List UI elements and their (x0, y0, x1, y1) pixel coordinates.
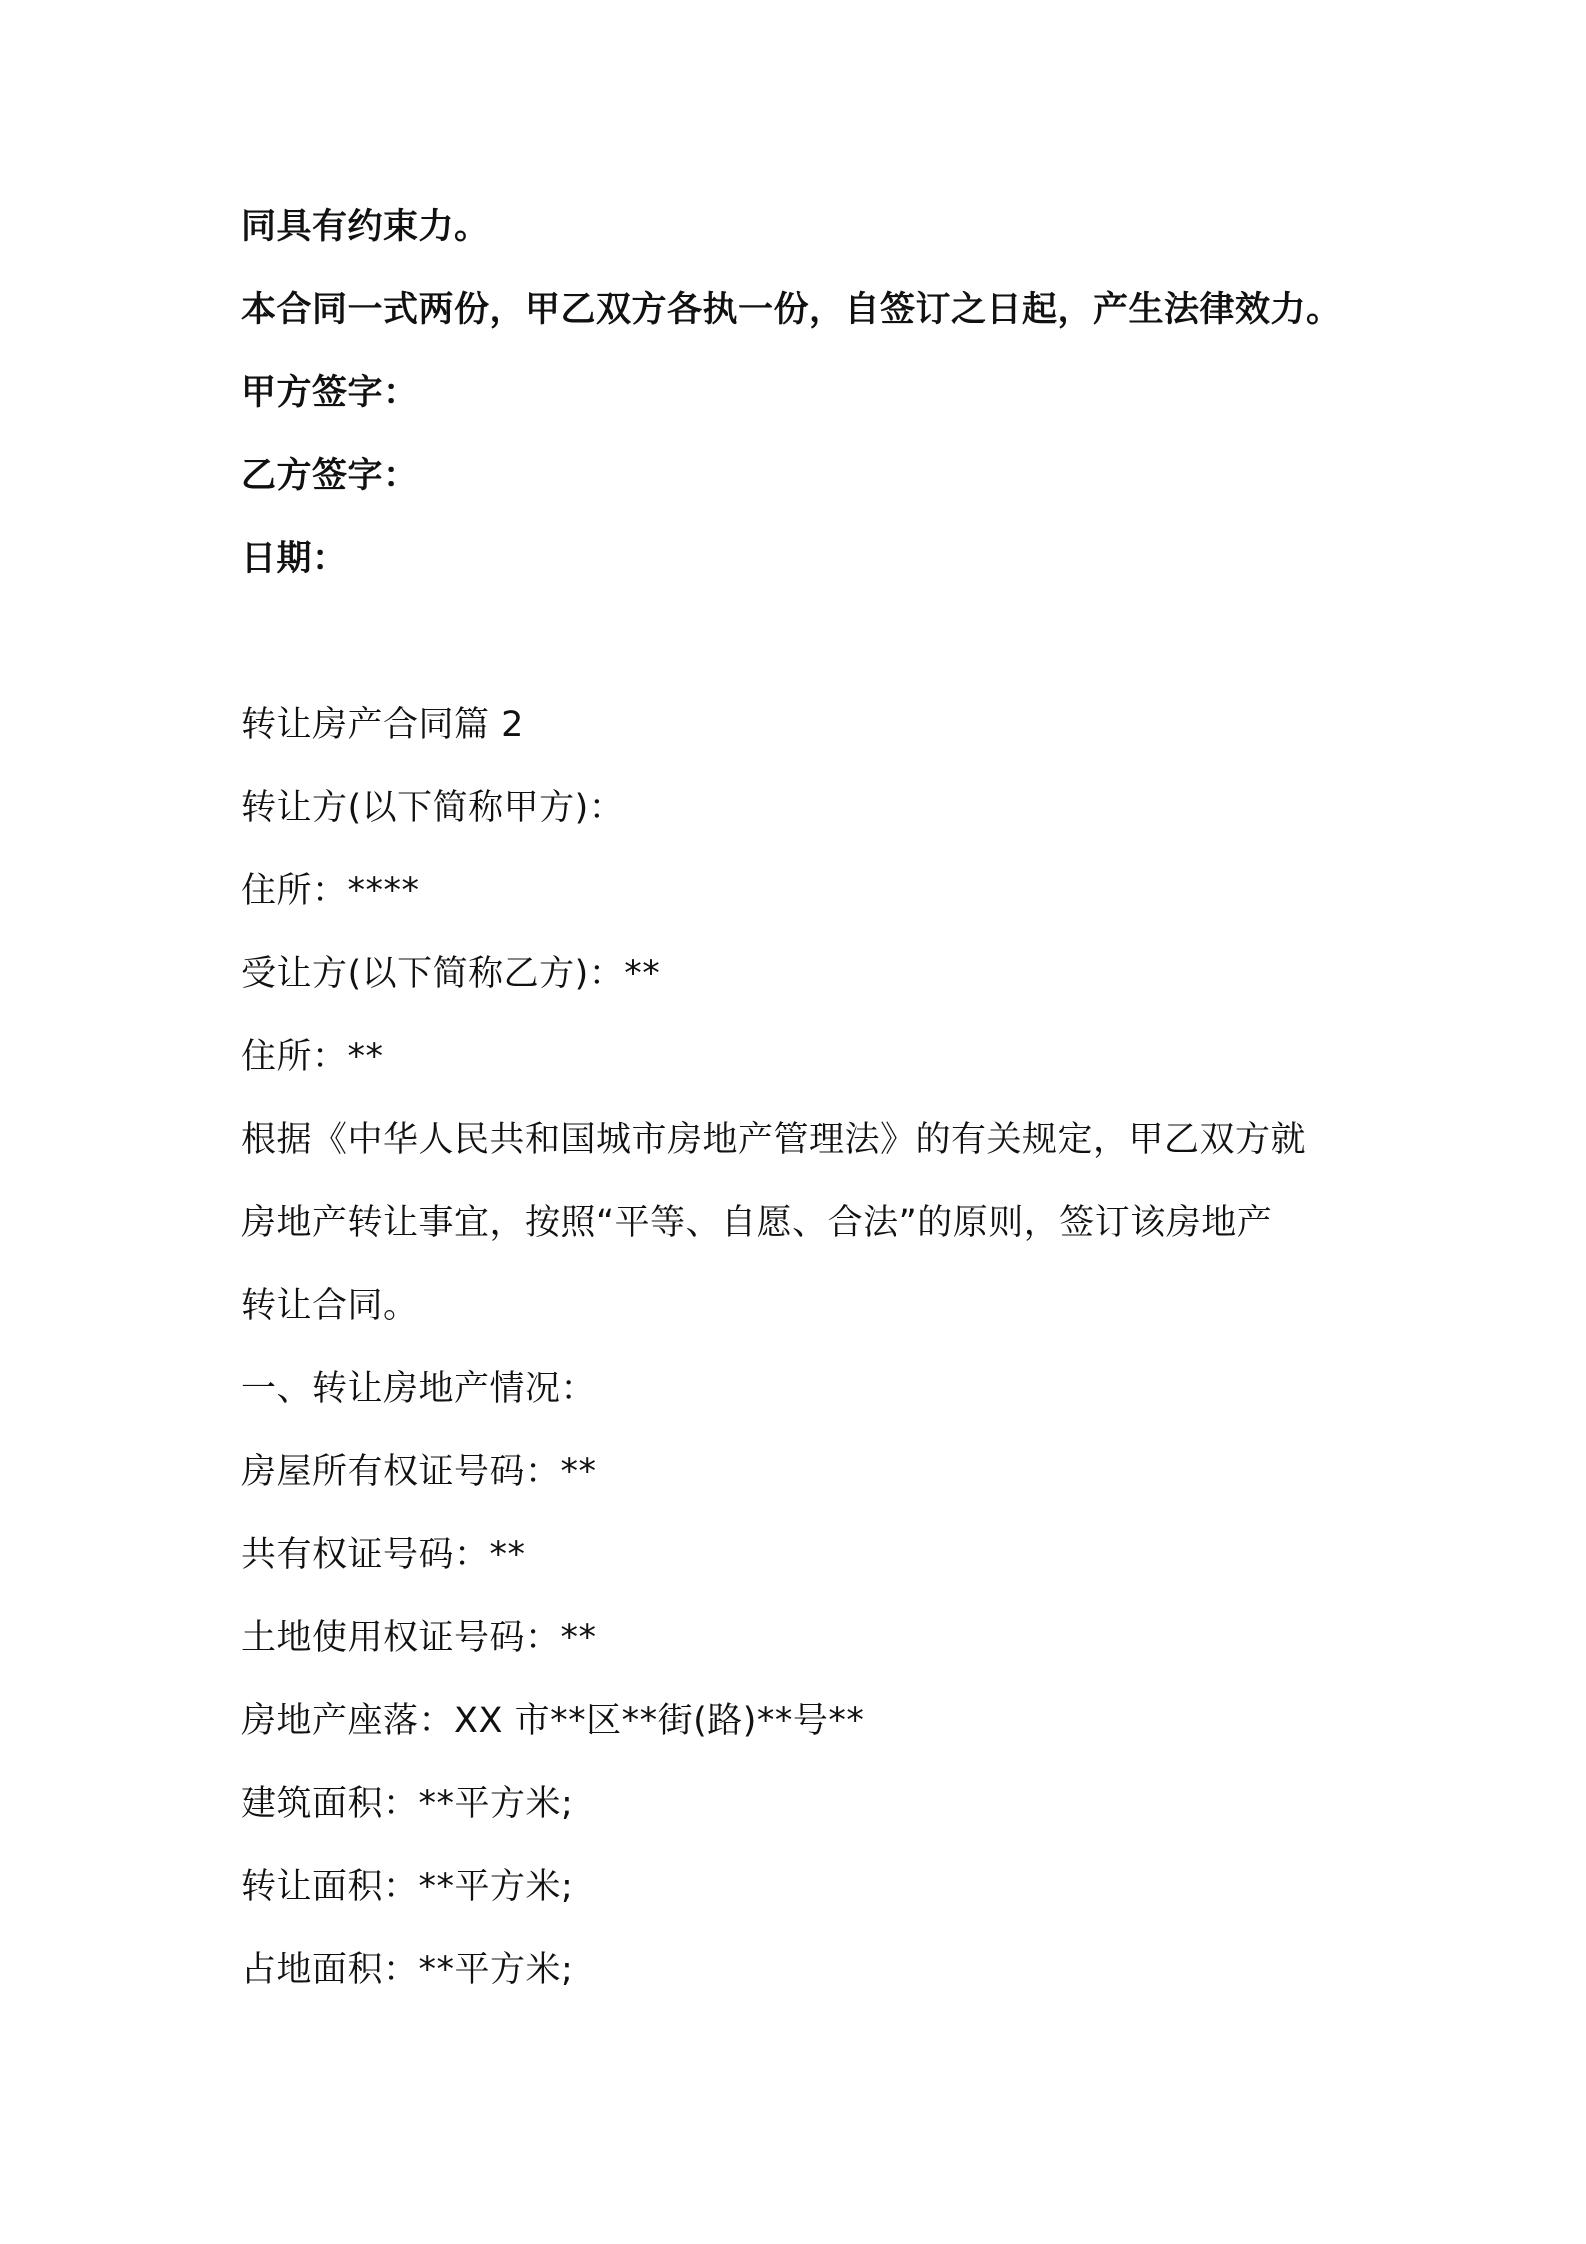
text-line-transferee: 受让方(以下简称乙方)：** (241, 954, 661, 994)
text-line-basis-3: 转让合同。 (241, 1286, 419, 1326)
text-line-basis-1: 根据《中华人民共和国城市房地产管理法》的有关规定，甲乙双方就 (241, 1120, 1307, 1160)
text-line-land-use-cert: 土地使用权证号码：** (241, 1618, 597, 1658)
text-line-transferee-address: 住所：** (241, 1037, 384, 1077)
text-line-property-location: 房地产座落：XX 市**区**街(路)**号** (241, 1701, 865, 1741)
text-line-contract-binding: 同具有约束力。 (241, 207, 490, 247)
text-line-ownership-cert: 房屋所有权证号码：** (241, 1452, 597, 1492)
text-line-transferor: 转让方(以下简称甲方)： (241, 788, 625, 828)
text-line-date: 日期： (241, 539, 348, 579)
text-line-basis-2: 房地产转让事宜，按照“平等、自愿、合法”的原则，签订该房地产 (241, 1203, 1273, 1243)
text-line-transfer-area: 转让面积：**平方米; (241, 1867, 574, 1907)
text-line-party-a-signature: 甲方签字： (241, 373, 419, 413)
text-line-building-area: 建筑面积：**平方米; (241, 1784, 574, 1824)
section-heading-contract-2: 转让房产合同篇 2 (241, 705, 524, 745)
text-line-transferor-address: 住所：**** (241, 871, 420, 911)
text-line-land-area: 占地面积：**平方米; (241, 1950, 574, 1990)
text-line-party-b-signature: 乙方签字： (241, 456, 419, 496)
text-line-copies-clause: 本合同一式两份，甲乙双方各执一份，自签订之日起，产生法律效力。 (241, 290, 1342, 330)
text-line-co-ownership-cert: 共有权证号码：** (241, 1535, 526, 1575)
section-heading-property-info: 一、转让房地产情况： (241, 1369, 597, 1409)
